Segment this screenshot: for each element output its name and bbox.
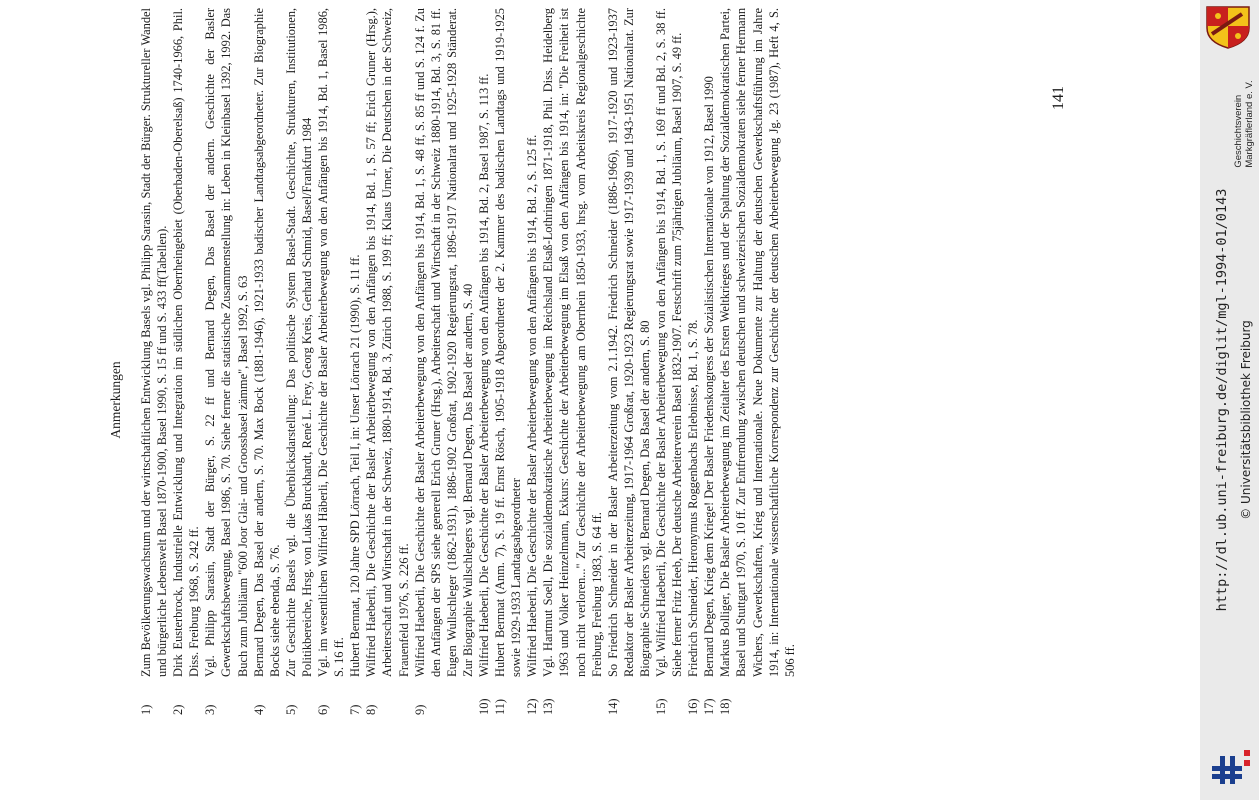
footnote-number: 10) bbox=[476, 698, 491, 715]
footnote-text: Wilfried Haeberli, Die Geschichte der Basler Arbeiterbewegung von den Anfängen bis 1914, Bd. 1, S. 48 ff, S. 85 ff und S. 124 f. Zu den Anfängen der SPS siehe generell Erich Gruner (Hrsg.), Arbeiterschaft und Wirtschaft in der Schweiz 1880-1914, Bd. 3, S. 81 ff. Eugen Wullschleger (1862-1931), 1886-1902 Großrat, 1902-1920 Regierungsrat, 1896-1917 Nationalrat und 1925-1928 Ständerat. Zur Biographie Wullschlegers vgl. Bernard Degen, Das Basel der andern, S. 40 bbox=[412, 8, 475, 677]
footnote-number: 6) bbox=[316, 704, 331, 715]
footnote-text: Wilfried Haeberli, Die Geschichte der Basler Arbeiterbewegung von den Anfängen bis 1914, Bd. 2, Basel 1987, S. 113 ff. bbox=[476, 73, 491, 677]
footnote-number: 2) bbox=[171, 704, 186, 715]
footnote-item bbox=[701, 0, 717, 715]
footnote-text: Vgl. Wilfried Haeberli, Die Geschichte der Basler Arbeiterbewegung von den Anfängen bis 1914, Bd. 1, S. 169 ff und Bd. 2, S. 38 ff. Siehe ferner Fritz Heeb, Der deutsche Arbeiterverein Basel 1832-1907. Festschrift zum 75jährigen Jubiläum, Basel 1907, S. 49 ff. bbox=[654, 8, 685, 677]
footnote-number: 7) bbox=[348, 704, 363, 715]
footnote-list bbox=[138, 0, 798, 715]
footnote-item bbox=[202, 0, 250, 715]
footnote-item bbox=[315, 0, 347, 715]
footnote-text: Hubert Bernnat, 120 Jahre SPD Lörrach, Teil I, in: Unser Lörrach 21 (1990), S. 11 ff. bbox=[348, 254, 363, 677]
footnote-item bbox=[685, 0, 701, 715]
footnote-number: 8) bbox=[364, 704, 379, 715]
footnote-number: 3) bbox=[203, 704, 218, 715]
footnote-item bbox=[476, 0, 492, 715]
footnote-number: 5) bbox=[283, 704, 298, 715]
footnote-item bbox=[653, 0, 685, 715]
verein-name-line1: Geschichtsverein bbox=[1233, 94, 1244, 168]
footnote-text: Markus Bolliger, Die Basler Arbeiterbewegung im Zeitalter des Ersten Weltkrieges und der Spaltung der Sozialdemokratischen Partei, Basel und Stuttgart 1970, S. 10 ff. Zur Entfremdung zwischen deutschen und schweizerischen Sozialdemokraten siehe ferner Hermann Wichers, Gewerkschaften, Krieg und Internationale. Neue Dokumente zur Haltung der deutschen Gewerkschaftsführung im Jahre 1914, in: Internationale wissenschaftliche Korrespondenz zur Geschichte der deutschen Arbeiterbewegung Jg. 23 (1987), Heft 4, S. 506 ff. bbox=[718, 7, 797, 677]
footnote-text: Dirk Eusterbrock, Industrielle Entwicklung und Integration im südlichen Oberrheingebiet (Oberbaden-Oberelsaß) 1740-1966, Phil. Diss. Freiburg 1968, S. 242 ff. bbox=[171, 8, 202, 677]
footnote-number: 14) bbox=[605, 698, 620, 715]
footnote-text: Vgl. Hartmut Soell, Die sozialdemokratische Arbeiterbewegung im Reichsland Elsaß-Lothringen 1871-1918, Phil. Diss. Heidelberg 1963 und Volker Heinzelmann, Exkurs: Geschichte der Arbeiterbewegung im Elsaß von den Anfängen bis 1914, in: "Die Freiheit ist noch nicht verloren..." Zur Geschichte der Arbeiterbewegung am Oberrhein 1850-1933, hrsg. vom Arbeitskreis Regionalgeschichte Freiburg, Freiburg 1983, S. 64 ff. bbox=[541, 8, 604, 677]
footnote-text: Vgl. Philipp Sarasin, Stadt der Bürger, S. 22 ff und Bernard Degen, Das Basel der andern. Geschichte der Basler Gewerkschaftsbewegung, Basel 1986, S. 70. Siehe ferner die statistische Zusammenstellung in: Leben in Kleinbasel 1392, 1992. Das Buch zum Jubiläum "600 Joor Glai- und Groossbasel zämme", Basel 1992, S. 63 bbox=[203, 8, 250, 677]
footnote-text: Friedrich Schneider, Hieronymus Roggenbachs Erlebnisse, Bd. 1, S. 78. bbox=[686, 319, 701, 677]
footnote-number: 16) bbox=[686, 698, 701, 715]
footnote-text: Wilfried Haeberli, Die Geschichte der Basler Arbeiterbewegung von den Anfängen bis 1914, Bd. 2, S. 125 ff. bbox=[525, 134, 540, 677]
footnote-number: 11) bbox=[493, 698, 508, 715]
coat-of-arms-logo bbox=[1204, 4, 1252, 50]
permalink-url[interactable]: http://dl.ub.uni-freiburg.de/diglit/mgl-1994-01/0143 bbox=[1214, 188, 1230, 612]
page-number: 141 bbox=[1050, 86, 1067, 110]
footnote-text: Zur Geschichte Basels vgl. die Überblicksdarstellung: Das politische System Basel-Stadt. Geschichte, Strukturen, Institutionen, Politikbereiche, Hrsg. von Lukas Burckhardt, René L. Frey, Georg Kreis, Gerhard Schmid, Basel/Frankfurt 1984 bbox=[283, 8, 314, 677]
footnote-number: 18) bbox=[718, 698, 733, 715]
footnote-number: 15) bbox=[654, 698, 668, 715]
footnote-item bbox=[717, 0, 797, 715]
verein-name bbox=[1233, 80, 1255, 167]
footnote-text: Wilfried Haeberli, Die Geschichte der Basler Arbeiterbewegung von den Anfängen bis 1914, Bd. 1, S. 57 ff; Erich Gruner (Hrsg.), Arbeiterschaft und Wirtschaft in der Schweiz, 1880-1914, Bd. 3, Zürich 1988, S. 199 ff; Klaus Urner, Die Deutschen in der Schweiz, Frauenfeld 1976, S. 226 ff. bbox=[364, 8, 411, 677]
footnote-text: Zum Bevölkerungswachstum und der wirtschaftlichen Entwicklung Basels vgl. Philipp Sarasin, Stadt der Bürger. Struktureller Wandel und bürgerliche Lebenswelt Basel 1870-1900, Basel 1990, S. 15 ff und S. 433 ff(Tabellen). bbox=[139, 8, 170, 677]
footnote-number: 17) bbox=[702, 698, 717, 715]
footnote-text: Bernard Degen, Krieg dem Kriege! Der Basler Friedenskongress der Sozialistischen Internationale von 1912, Basel 1990 bbox=[702, 76, 717, 677]
footnote-item bbox=[412, 0, 476, 715]
copyright-notice: © Universitätsbibliothek Freiburg bbox=[1239, 320, 1253, 520]
footnote-number: 4) bbox=[251, 704, 266, 715]
footnote-number: 13) bbox=[541, 698, 556, 715]
ub-freiburg-logo bbox=[1210, 746, 1254, 786]
footnote-item bbox=[347, 0, 363, 715]
footnote-number: 9) bbox=[412, 704, 427, 715]
footnote-item bbox=[170, 0, 202, 715]
footnote-text: Hubert Bernnat (Anm. 7), S. 19 ff. Ernst Rösch, 1905-1918 Abgeordneter der 2. Kammer des badischen Landtags und 1919-1925 sowie 1929-1933 Landtagsabgeordneter bbox=[493, 8, 524, 677]
footnote-number: 12) bbox=[525, 698, 540, 715]
footnote-item bbox=[524, 0, 540, 715]
footnote-item bbox=[363, 0, 411, 715]
footnote-number: 1) bbox=[139, 704, 153, 715]
footnote-text: So Friedrich Schneider in der Basler Arbeiterzeitung vom 2.1.1942. Friedrich Schneider (1886-1966), 1917-1920 und 1923-1937 Redaktor der Basler Arbeiterzeitung, 1917-1964 Großrat, 1920-1923 Regierungsrat sowie 1917-1939 und 1943-1951 Nationalrat. Zur Biographie Schneiders vgl. Bernard Degen, Das Basel der andern, S. 80 bbox=[605, 8, 652, 677]
verein-name-line2: Markgräflerland e. V. bbox=[1244, 80, 1255, 168]
footnote-item bbox=[283, 0, 315, 715]
footnote-text: Vgl. im wesentlichen Wilfried Häberli, Die Geschichte der Basler Arbeiterbewegung von den Anfängen bis 1914, Bd. 1, Basel 1986, S. 16 ff. bbox=[316, 8, 347, 677]
page-header: Anmerkungen bbox=[108, 361, 123, 439]
footnote-item bbox=[540, 0, 604, 715]
footnote-item bbox=[605, 0, 653, 715]
footnote-item bbox=[251, 0, 283, 715]
footnote-text: Bernard Degen, Das Basel der andern, S. 70. Max Bock (1881-1946), 1921-1933 badischer Landtagsabgeordneter. Zur Biographie Bocks siehe ebenda, S. 76. bbox=[251, 8, 282, 677]
footnote-item bbox=[138, 0, 170, 715]
footnote-item bbox=[492, 0, 524, 715]
